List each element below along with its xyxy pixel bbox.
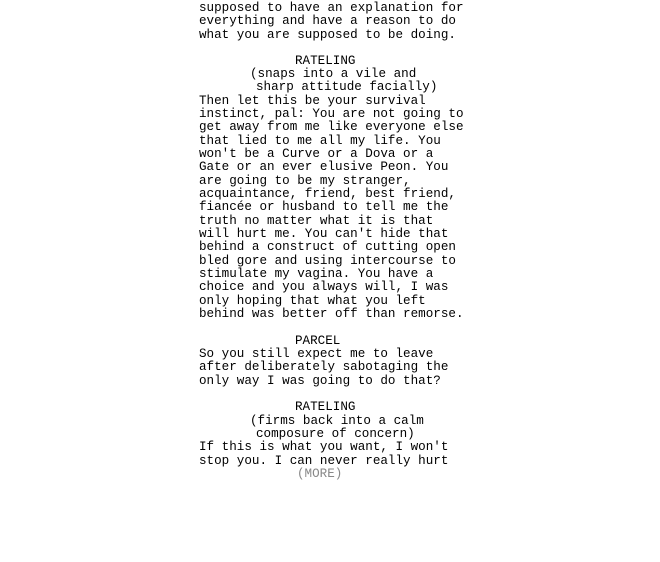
dialogue-line: truth no matter what it is that <box>199 214 434 228</box>
character-name: RATELING <box>295 54 356 68</box>
parenthetical: sharp attitude facially) <box>256 80 438 94</box>
dialogue-line: acquaintance, friend, best friend, <box>199 187 456 201</box>
dialogue-line: will hurt me. You can't hide that <box>199 227 449 241</box>
dialogue-line: get away from me like everyone else <box>199 120 464 134</box>
dialogue-line: Gate or an ever elusive Peon. You <box>199 160 449 174</box>
dialogue-line: are going to be my stranger, <box>199 174 411 188</box>
dialogue-line: only hoping that what you left <box>199 294 426 308</box>
parenthetical: (snaps into a vile and <box>250 67 417 81</box>
dialogue-line: what you are supposed to be doing. <box>199 28 456 42</box>
dialogue-line: after deliberately sabotaging the <box>199 360 449 374</box>
more-continuation: (MORE) <box>297 467 343 481</box>
dialogue-line: bled gore and using intercourse to <box>199 254 456 268</box>
dialogue-line: everything and have a reason to do <box>199 14 456 28</box>
dialogue-line: So you still expect me to leave <box>199 347 434 361</box>
parenthetical: (firms back into a calm <box>250 414 424 428</box>
dialogue-line: choice and you always will, I was <box>199 280 449 294</box>
parenthetical: composure of concern) <box>256 427 415 441</box>
dialogue-line: stimulate my vagina. You have a <box>199 267 434 281</box>
dialogue-line: fiancée or husband to tell me the <box>199 200 449 214</box>
character-name: RATELING <box>295 400 356 414</box>
dialogue-line: behind a construct of cutting open <box>199 240 456 254</box>
dialogue-line: instinct, pal: You are not going to <box>199 107 464 121</box>
dialogue-line: Then let this be your survival <box>199 94 426 108</box>
character-name: PARCEL <box>295 334 341 348</box>
dialogue-line: supposed to have an explanation for <box>199 1 464 15</box>
dialogue-line: that lied to me all my life. You <box>199 134 441 148</box>
dialogue-line: stop you. I can never really hurt <box>199 454 449 468</box>
dialogue-line: only way I was going to do that? <box>199 374 441 388</box>
dialogue-line: won't be a Curve or a Dova or a <box>199 147 434 161</box>
dialogue-line: If this is what you want, I won't <box>199 440 449 454</box>
dialogue-line: behind was better off than remorse. <box>199 307 464 321</box>
